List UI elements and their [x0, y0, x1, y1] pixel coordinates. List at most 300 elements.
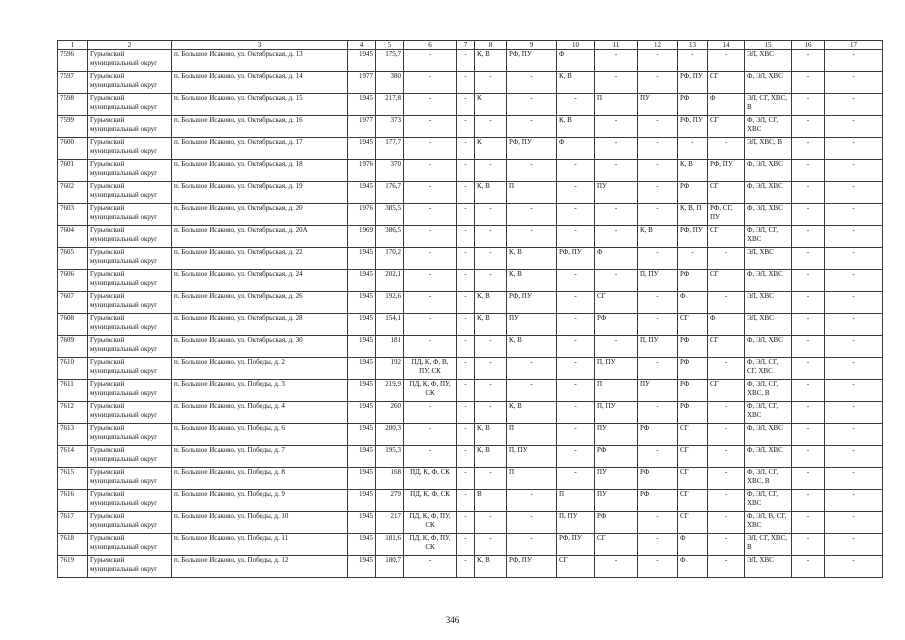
cell-col-14: - [708, 490, 745, 512]
cell-area: 176,7 [376, 182, 404, 204]
cell-col-11: - [595, 160, 638, 182]
cell-address: п. Большое Исаково, ул. Октябрьская, д. 30 [172, 336, 348, 358]
cell-year: 1969 [348, 226, 376, 248]
cell-municipality: Гурьевский муниципальный округ [88, 226, 172, 248]
cell-col-8: - [475, 226, 507, 248]
cell-municipality: Гурьевский муниципальный округ [88, 512, 172, 534]
table-row [58, 468, 883, 490]
cell-col-7: - [457, 402, 475, 424]
cell-col-6: ПД, К, Ф, ПУ, СК [404, 534, 457, 556]
cell-area: 370 [376, 160, 404, 182]
cell-municipality: Гурьевский муниципальный округ [88, 556, 172, 578]
cell-col-9: - [507, 512, 557, 534]
cell-col-10: - [557, 468, 595, 490]
cell-col-8: - [475, 534, 507, 556]
cell-area: 175,7 [376, 50, 404, 72]
cell-col-10: - [557, 292, 595, 314]
column-number-header: 3 [172, 41, 348, 50]
cell-municipality: Гурьевский муниципальный округ [88, 72, 172, 94]
cell-col-17: - [825, 534, 883, 556]
cell-col-11: П, ПУ [595, 402, 638, 424]
table-row [58, 490, 883, 512]
cell-address: п. Большое Исаково, ул. Октябрьская, д. 26 [172, 292, 348, 314]
table-row [58, 402, 883, 424]
cell-col-6: ПД, К, Ф, В, ПУ, СК [404, 358, 457, 380]
cell-col-17: - [825, 358, 883, 380]
cell-col-9: - [507, 358, 557, 380]
cell-col-8: - [475, 468, 507, 490]
cell-area: 170,2 [376, 248, 404, 270]
cell-col-13: Ф [678, 292, 708, 314]
cell-col-15: Ф, ЭЛ, ХВС [745, 336, 792, 358]
cell-col-7: - [457, 226, 475, 248]
cell-col-6: ПД, К, Ф, ПУ, СК [404, 380, 457, 402]
cell-col-13: СГ [678, 468, 708, 490]
table-row [58, 446, 883, 468]
cell-col-8: К, В [475, 446, 507, 468]
cell-col-10: - [557, 226, 595, 248]
cell-col-9: - [507, 72, 557, 94]
cell-area: 373 [376, 116, 404, 138]
cell-col-8: К, В [475, 182, 507, 204]
cell-col-8: - [475, 402, 507, 424]
table-row [58, 50, 883, 72]
cell-col-13: РФ [678, 270, 708, 292]
cell-address: п. Большое Исаково, ул. Октябрьская, д. 19 [172, 182, 348, 204]
cell-col-17: - [825, 556, 883, 578]
cell-col-16: - [792, 380, 825, 402]
table-row [58, 556, 883, 578]
cell-area: 260 [376, 402, 404, 424]
column-number-header: 6 [404, 41, 457, 50]
table-row [58, 380, 883, 402]
registry-table [57, 40, 883, 578]
cell-col-12: - [638, 512, 678, 534]
cell-col-7: - [457, 182, 475, 204]
column-number-header: 13 [678, 41, 708, 50]
column-number-header: 10 [557, 41, 595, 50]
cell-col-6: - [404, 292, 457, 314]
cell-col-11: СГ [595, 292, 638, 314]
cell-col-11: - [595, 556, 638, 578]
cell-col-15: Ф, ЭЛ, СГ, ХВС [745, 490, 792, 512]
cell-col-13: РФ [678, 336, 708, 358]
cell-col-14: РФ, ПУ [708, 160, 745, 182]
column-number-header: 11 [595, 41, 638, 50]
cell-col-9: К, В [507, 248, 557, 270]
cell-row-number: 7604 [58, 226, 88, 248]
cell-year: 1945 [348, 446, 376, 468]
cell-address: п. Большое Исаково, ул. Октябрьская, д. 14 [172, 72, 348, 94]
column-number-header: 17 [825, 41, 883, 50]
cell-col-9: - [507, 490, 557, 512]
cell-col-15: Ф, ЭЛ, ХВС [745, 182, 792, 204]
table-row [58, 204, 883, 226]
cell-col-12: - [638, 534, 678, 556]
cell-col-7: - [457, 116, 475, 138]
cell-address: п. Большое Исаково, ул. Октябрьская, д. 22 [172, 248, 348, 270]
cell-col-10: - [557, 424, 595, 446]
cell-col-11: - [595, 116, 638, 138]
cell-col-10: РФ, ПУ [557, 248, 595, 270]
cell-col-6: - [404, 248, 457, 270]
cell-col-12: - [638, 50, 678, 72]
cell-col-6: - [404, 446, 457, 468]
cell-year: 1945 [348, 424, 376, 446]
cell-col-17: - [825, 380, 883, 402]
cell-col-17: - [825, 490, 883, 512]
cell-col-15: Ф, ЭЛ, СГ, ХВС [745, 402, 792, 424]
cell-municipality: Гурьевский муниципальный округ [88, 358, 172, 380]
cell-col-15: Ф, ЭЛ, СГ, ХВС [745, 116, 792, 138]
cell-col-14: СГ [708, 380, 745, 402]
cell-row-number: 7619 [58, 556, 88, 578]
cell-address: п. Большое Исаково, ул. Победы, д. 6 [172, 424, 348, 446]
cell-col-6: ПД, К, Ф, СК [404, 468, 457, 490]
cell-col-11: РФ [595, 314, 638, 336]
cell-municipality: Гурьевский муниципальный округ [88, 314, 172, 336]
cell-col-9: ПУ [507, 314, 557, 336]
cell-col-9: - [507, 204, 557, 226]
cell-col-17: - [825, 116, 883, 138]
cell-area: 200,3 [376, 424, 404, 446]
cell-col-11: РФ [595, 512, 638, 534]
cell-col-6: - [404, 336, 457, 358]
cell-col-15: ЭЛ, ХВС, В [745, 138, 792, 160]
cell-col-8: - [475, 512, 507, 534]
cell-col-11: ПУ [595, 182, 638, 204]
cell-address: п. Большое Исаково, ул. Октябрьская, д. 18 [172, 160, 348, 182]
cell-col-9: К, В [507, 270, 557, 292]
cell-area: 380 [376, 72, 404, 94]
cell-col-12: - [638, 314, 678, 336]
table-row [58, 314, 883, 336]
cell-col-12: ПУ [638, 94, 678, 116]
cell-address: п. Большое Исаково, ул. Октябрьская, д. 20А [172, 226, 348, 248]
column-number-header: 14 [708, 41, 745, 50]
column-number-header: 16 [792, 41, 825, 50]
cell-col-11: - [595, 50, 638, 72]
cell-col-16: - [792, 468, 825, 490]
table-row [58, 424, 883, 446]
cell-row-number: 7615 [58, 468, 88, 490]
cell-col-13: РФ, ПУ [678, 116, 708, 138]
cell-municipality: Гурьевский муниципальный округ [88, 292, 172, 314]
cell-col-15: Ф, ЭЛ, СГ, ХВС [745, 226, 792, 248]
cell-col-15: ЭЛ, ХВС [745, 50, 792, 72]
cell-col-14: - [708, 138, 745, 160]
cell-municipality: Гурьевский муниципальный округ [88, 270, 172, 292]
cell-row-number: 7601 [58, 160, 88, 182]
cell-address: п. Большое Исаково, ул. Октябрьская, д. 17 [172, 138, 348, 160]
cell-col-9: П [507, 182, 557, 204]
cell-col-14: СГ [708, 72, 745, 94]
cell-col-16: - [792, 490, 825, 512]
cell-col-8: К [475, 94, 507, 116]
cell-col-14: - [708, 424, 745, 446]
cell-col-16: - [792, 204, 825, 226]
cell-col-13: РФ [678, 380, 708, 402]
cell-row-number: 7600 [58, 138, 88, 160]
cell-col-17: - [825, 424, 883, 446]
cell-col-12: - [638, 292, 678, 314]
cell-address: п. Большое Исаково, ул. Победы, д. 12 [172, 556, 348, 578]
cell-col-6: - [404, 556, 457, 578]
cell-municipality: Гурьевский муниципальный округ [88, 94, 172, 116]
cell-year: 1945 [348, 94, 376, 116]
cell-col-11: П, ПУ [595, 358, 638, 380]
cell-year: 1945 [348, 248, 376, 270]
cell-col-10: - [557, 314, 595, 336]
cell-col-6: - [404, 314, 457, 336]
cell-row-number: 7616 [58, 490, 88, 512]
cell-year: 1945 [348, 402, 376, 424]
cell-col-12: - [638, 248, 678, 270]
cell-col-17: - [825, 204, 883, 226]
header-row [58, 41, 883, 50]
cell-col-14: РФ, СГ, ПУ [708, 204, 745, 226]
cell-col-11: - [595, 226, 638, 248]
cell-col-7: - [457, 248, 475, 270]
cell-row-number: 7611 [58, 380, 88, 402]
cell-col-16: - [792, 160, 825, 182]
cell-col-12: ПУ [638, 380, 678, 402]
cell-col-16: - [792, 248, 825, 270]
cell-col-12: РФ [638, 490, 678, 512]
cell-row-number: 7597 [58, 72, 88, 94]
cell-col-7: - [457, 380, 475, 402]
cell-area: 385,5 [376, 204, 404, 226]
cell-col-17: - [825, 226, 883, 248]
cell-col-13: - [678, 138, 708, 160]
cell-col-13: - [678, 50, 708, 72]
cell-col-15: Ф, ЭЛ, ХВС [745, 446, 792, 468]
cell-col-16: - [792, 556, 825, 578]
column-number-header: 8 [475, 41, 507, 50]
cell-col-9: РФ, ПУ [507, 50, 557, 72]
cell-col-7: - [457, 490, 475, 512]
cell-col-11: - [595, 204, 638, 226]
cell-col-9: - [507, 380, 557, 402]
cell-area: 279 [376, 490, 404, 512]
cell-col-6: ПД, К, Ф, СК [404, 490, 457, 512]
cell-col-6: - [404, 182, 457, 204]
cell-col-13: - [678, 248, 708, 270]
cell-col-16: - [792, 138, 825, 160]
cell-col-17: - [825, 446, 883, 468]
cell-col-12: - [638, 402, 678, 424]
cell-municipality: Гурьевский муниципальный округ [88, 534, 172, 556]
cell-col-13: РФ [678, 94, 708, 116]
cell-col-15: ЭЛ, ХВС [745, 556, 792, 578]
cell-col-7: - [457, 270, 475, 292]
cell-address: п. Большое Исаково, ул. Победы, д. 4 [172, 402, 348, 424]
cell-municipality: Гурьевский муниципальный округ [88, 204, 172, 226]
cell-col-14: - [708, 556, 745, 578]
cell-col-12: - [638, 116, 678, 138]
cell-col-17: - [825, 182, 883, 204]
cell-col-10: - [557, 336, 595, 358]
cell-col-12: РФ [638, 468, 678, 490]
cell-col-14: - [708, 248, 745, 270]
cell-col-17: - [825, 512, 883, 534]
cell-row-number: 7612 [58, 402, 88, 424]
cell-col-6: ПД, К, Ф, ПУ, СК [404, 512, 457, 534]
cell-col-15: Ф, ЭЛ, ХВС [745, 270, 792, 292]
cell-col-10: - [557, 204, 595, 226]
cell-col-13: РФ [678, 402, 708, 424]
cell-col-9: РФ, ПУ [507, 292, 557, 314]
cell-col-15: Ф, ЭЛ, СГ, СГ, ХВС [745, 358, 792, 380]
table-row [58, 358, 883, 380]
cell-col-14: СГ [708, 270, 745, 292]
table-row [58, 160, 883, 182]
cell-col-13: РФ [678, 182, 708, 204]
cell-col-13: РФ, ПУ [678, 72, 708, 94]
cell-year: 1945 [348, 358, 376, 380]
cell-year: 1976 [348, 160, 376, 182]
cell-col-10: П [557, 490, 595, 512]
cell-col-17: - [825, 138, 883, 160]
cell-year: 1945 [348, 490, 376, 512]
cell-col-14: Ф [708, 314, 745, 336]
cell-col-7: - [457, 424, 475, 446]
cell-col-17: - [825, 402, 883, 424]
cell-col-10: - [557, 446, 595, 468]
column-number-header: 1 [58, 41, 88, 50]
cell-row-number: 7596 [58, 50, 88, 72]
cell-row-number: 7614 [58, 446, 88, 468]
cell-col-12: - [638, 204, 678, 226]
cell-col-9: К, В [507, 402, 557, 424]
cell-col-8: - [475, 116, 507, 138]
cell-col-7: - [457, 314, 475, 336]
cell-col-9: - [507, 534, 557, 556]
cell-col-10: - [557, 380, 595, 402]
cell-col-11: ПУ [595, 468, 638, 490]
cell-municipality: Гурьевский муниципальный округ [88, 490, 172, 512]
cell-col-14: СГ [708, 116, 745, 138]
cell-col-15: Ф, ЭЛ, СГ, ХВС, В [745, 468, 792, 490]
cell-row-number: 7617 [58, 512, 88, 534]
cell-col-7: - [457, 446, 475, 468]
cell-col-11: - [595, 138, 638, 160]
cell-col-16: - [792, 72, 825, 94]
cell-area: 217 [376, 512, 404, 534]
cell-col-13: К, В [678, 160, 708, 182]
cell-col-8: - [475, 204, 507, 226]
cell-col-15: Ф, ЭЛ, ХВС [745, 424, 792, 446]
cell-col-10: РФ, ПУ [557, 534, 595, 556]
cell-col-14: Ф [708, 94, 745, 116]
cell-area: 202,1 [376, 270, 404, 292]
cell-year: 1976 [348, 204, 376, 226]
cell-col-14: СГ [708, 182, 745, 204]
cell-col-13: СГ [678, 314, 708, 336]
cell-col-9: - [507, 116, 557, 138]
cell-col-11: П [595, 380, 638, 402]
cell-col-6: - [404, 50, 457, 72]
cell-col-10: - [557, 160, 595, 182]
cell-col-7: - [457, 50, 475, 72]
cell-col-6: - [404, 160, 457, 182]
cell-col-6: - [404, 402, 457, 424]
cell-row-number: 7613 [58, 424, 88, 446]
cell-col-14: - [708, 402, 745, 424]
cell-year: 1945 [348, 50, 376, 72]
cell-col-8: - [475, 248, 507, 270]
table-row [58, 94, 883, 116]
cell-year: 1945 [348, 292, 376, 314]
cell-municipality: Гурьевский муниципальный округ [88, 380, 172, 402]
cell-col-12: - [638, 160, 678, 182]
table-row [58, 512, 883, 534]
cell-col-16: - [792, 336, 825, 358]
cell-col-16: - [792, 358, 825, 380]
cell-col-10: Ф [557, 50, 595, 72]
cell-year: 1945 [348, 182, 376, 204]
cell-col-16: - [792, 226, 825, 248]
cell-col-8: - [475, 72, 507, 94]
cell-col-17: - [825, 336, 883, 358]
cell-col-7: - [457, 534, 475, 556]
cell-col-14: - [708, 468, 745, 490]
cell-address: п. Большое Исаково, ул. Октябрьская, д. 13 [172, 50, 348, 72]
cell-col-9: П [507, 468, 557, 490]
cell-year: 1945 [348, 138, 376, 160]
cell-row-number: 7602 [58, 182, 88, 204]
cell-col-15: ЭЛ, ХВС [745, 314, 792, 336]
cell-col-6: - [404, 226, 457, 248]
cell-municipality: Гурьевский муниципальный округ [88, 402, 172, 424]
cell-col-7: - [457, 72, 475, 94]
cell-year: 1945 [348, 380, 376, 402]
cell-col-14: - [708, 534, 745, 556]
cell-col-9: - [507, 160, 557, 182]
cell-col-8: К, В [475, 556, 507, 578]
cell-municipality: Гурьевский муниципальный округ [88, 468, 172, 490]
cell-col-12: - [638, 182, 678, 204]
cell-year: 1977 [348, 116, 376, 138]
cell-col-8: - [475, 270, 507, 292]
cell-col-13: Ф [678, 534, 708, 556]
cell-col-17: - [825, 72, 883, 94]
cell-year: 1945 [348, 336, 376, 358]
table-row [58, 182, 883, 204]
cell-col-16: - [792, 512, 825, 534]
cell-row-number: 7608 [58, 314, 88, 336]
cell-col-6: - [404, 116, 457, 138]
cell-col-17: - [825, 314, 883, 336]
cell-col-9: К, В [507, 336, 557, 358]
cell-col-10: - [557, 270, 595, 292]
cell-row-number: 7607 [58, 292, 88, 314]
cell-municipality: Гурьевский муниципальный округ [88, 446, 172, 468]
cell-col-10: - [557, 94, 595, 116]
cell-area: 154,1 [376, 314, 404, 336]
cell-address: п. Большое Исаково, ул. Победы, д. 8 [172, 468, 348, 490]
cell-col-14: - [708, 292, 745, 314]
cell-address: п. Большое Исаково, ул. Октябрьская, д. 24 [172, 270, 348, 292]
cell-address: п. Большое Исаково, ул. Октябрьская, д. 20 [172, 204, 348, 226]
cell-address: п. Большое Исаково, ул. Победы, д. 10 [172, 512, 348, 534]
cell-col-16: - [792, 314, 825, 336]
cell-col-11: - [595, 72, 638, 94]
cell-col-16: - [792, 50, 825, 72]
cell-col-8: - [475, 358, 507, 380]
table-row [58, 116, 883, 138]
cell-col-8: В [475, 490, 507, 512]
